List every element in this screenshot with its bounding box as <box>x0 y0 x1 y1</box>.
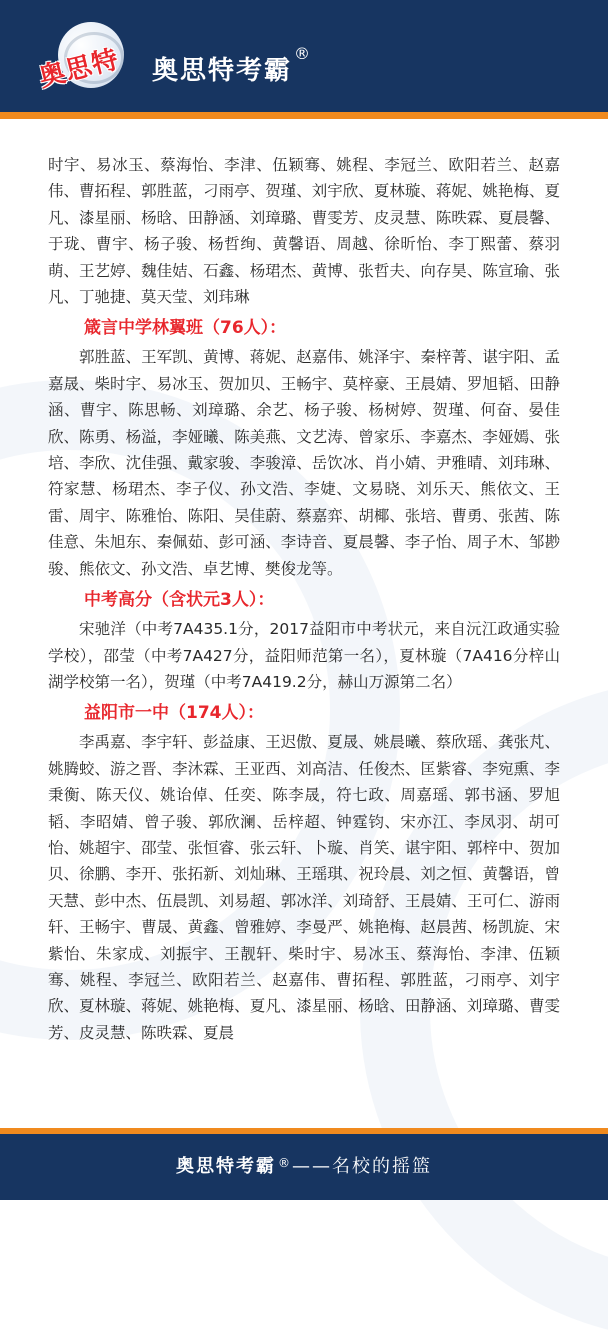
header-stripe <box>0 112 608 119</box>
registered-mark: ® <box>294 44 313 63</box>
brand-name: 奥思特考霸 <box>152 56 293 86</box>
footer-brand: 奥思特考霸 <box>176 1156 276 1177</box>
honor-roll <box>0 152 608 1046</box>
footer-banner <box>0 1134 608 1200</box>
logo-text: 奥思特 <box>36 44 123 94</box>
zhongkao-heading: 中考高分（含状元3人）： <box>84 590 275 611</box>
intro-names: 时宇、易冰玉、蔡海怡、李津、伍颖骞、姚程、李冠兰、欧阳若兰、赵嘉伟、曹拓程、郭胜蓝，刁雨亭、贺瑾、刘宇欣、夏林璇、蒋妮、姚艳梅、夏凡、漆星丽、杨晗、田静涵、刘璋璐、曹雯芳、皮灵慧、陈昳霖、夏晨馨、于珑、曹宇、杨子骏、杨哲绚、黄馨语、周越、徐昕怡、李丁熙蕾、蔡羽萌、王艺婷、魏佳姞、石鑫、杨珺杰、黄博、张哲夫、向存昊、陈宣瑜、张凡、丁驰捷、莫天莹、刘玮琳 <box>48 156 560 307</box>
footer-registered-mark: ® <box>278 1156 292 1170</box>
header-title <box>152 44 313 87</box>
yiyang-heading: 益阳市一中（174人）： <box>84 703 264 724</box>
header-banner <box>0 0 608 112</box>
footer-slogan: ——名校的摇篮 <box>292 1156 432 1177</box>
zhongkao-text: 宋驰洋（中考7A435.1分，2017益阳市中考状元，来自沅江政通实验学校），邵莹（中考7A427分，益阳师范第一名），夏林璇（7A416分梓山湖学校第一名），贺瑾（中考7A419.2分，赫山万源第二名） <box>48 620 560 691</box>
logo <box>38 22 134 102</box>
zhenyan-names: 郭胜蓝、王军凯、黄博、蒋妮、赵嘉伟、姚泽宇、秦梓菁、谌宇阳、孟嘉晟、柴时宇、易冰玉、贺加贝、王畅宇、莫梓豪、王晨婧、罗旭韬、田静涵、曹宇、陈思畅、刘璋璐、余艺、杨子骏、杨树婷、贺瑾、何奋、晏佳欣、陈勇、杨溢，李娅曦、陈美燕、文艺涛、曾家乐、李嘉杰、李娅嫣、张培、李欣、沈佳强、戴家骏、李骏漳、岳饮冰、肖小婧、尹雅晴、刘玮琳、符家慧、杨珺杰、李子仪、孙文浩、李婕、文易晓、刘乐天、熊依文、王雷、周宇、陈雅怡、陈阳、吴佳蔚、蔡嘉弈、胡椰、张培、曹勇、张茜、陈佳意、朱旭东、秦佩茹、彭可涵、李诗音、夏晨馨、李子怡、周子木、邹尠骏、熊依文、孙文浩、卓艺博、樊俊龙等。 <box>48 348 560 578</box>
zhenyan-heading: 箴言中学林翼班（76人）： <box>84 318 287 339</box>
yiyang-names: 李禹嘉、李宇轩、彭益康、王迟傲、夏晟、姚晨曦、蔡欣瑶、龚张芃、姚腾蛟、游之晋、李沐霖、王亚西、刘高洁、任俊杰、匡紫睿、李宛熏、李秉衡、陈天仪、姚诒倬、任奕、陈李晟，符七政、周嘉瑶、郭书涵、罗旭韬、李昭婧、曾子骏、郭欣澜、岳梓超、钟霆钧、宋亦江、李凤羽、胡可怡、姚超宇、邵莹、张恒睿、张云轩、卜璇、肖笑、谌宇阳、郭梓中、贺加贝、徐鹏、李开、张拓新、刘灿琳、王瑶琪、祝玲晨、刘之恒、黄馨语，曾天慧、彭中杰、伍晨凯、刘易超、郭冰洋、刘琦舒、王晨婧、王可仁、游雨轩、王畅宇、曹晟、黄鑫、曾雅婷、李曼严、姚艳梅、赵晨茜、杨凯旋、宋紫怡、朱家成、刘振宇、王靓轩、柴时宇、易冰玉、蔡海怡、李津、伍颖骞、姚程、李冠兰、欧阳若兰、赵嘉伟、曹拓程、郭胜蓝，刁雨亭、刘宇欣、夏林璇、蒋妮、姚艳梅、夏凡、漆星丽、杨晗、田静涵、刘璋璐、曹雯芳、皮灵慧、陈昳霖、夏晨 <box>48 733 560 1042</box>
